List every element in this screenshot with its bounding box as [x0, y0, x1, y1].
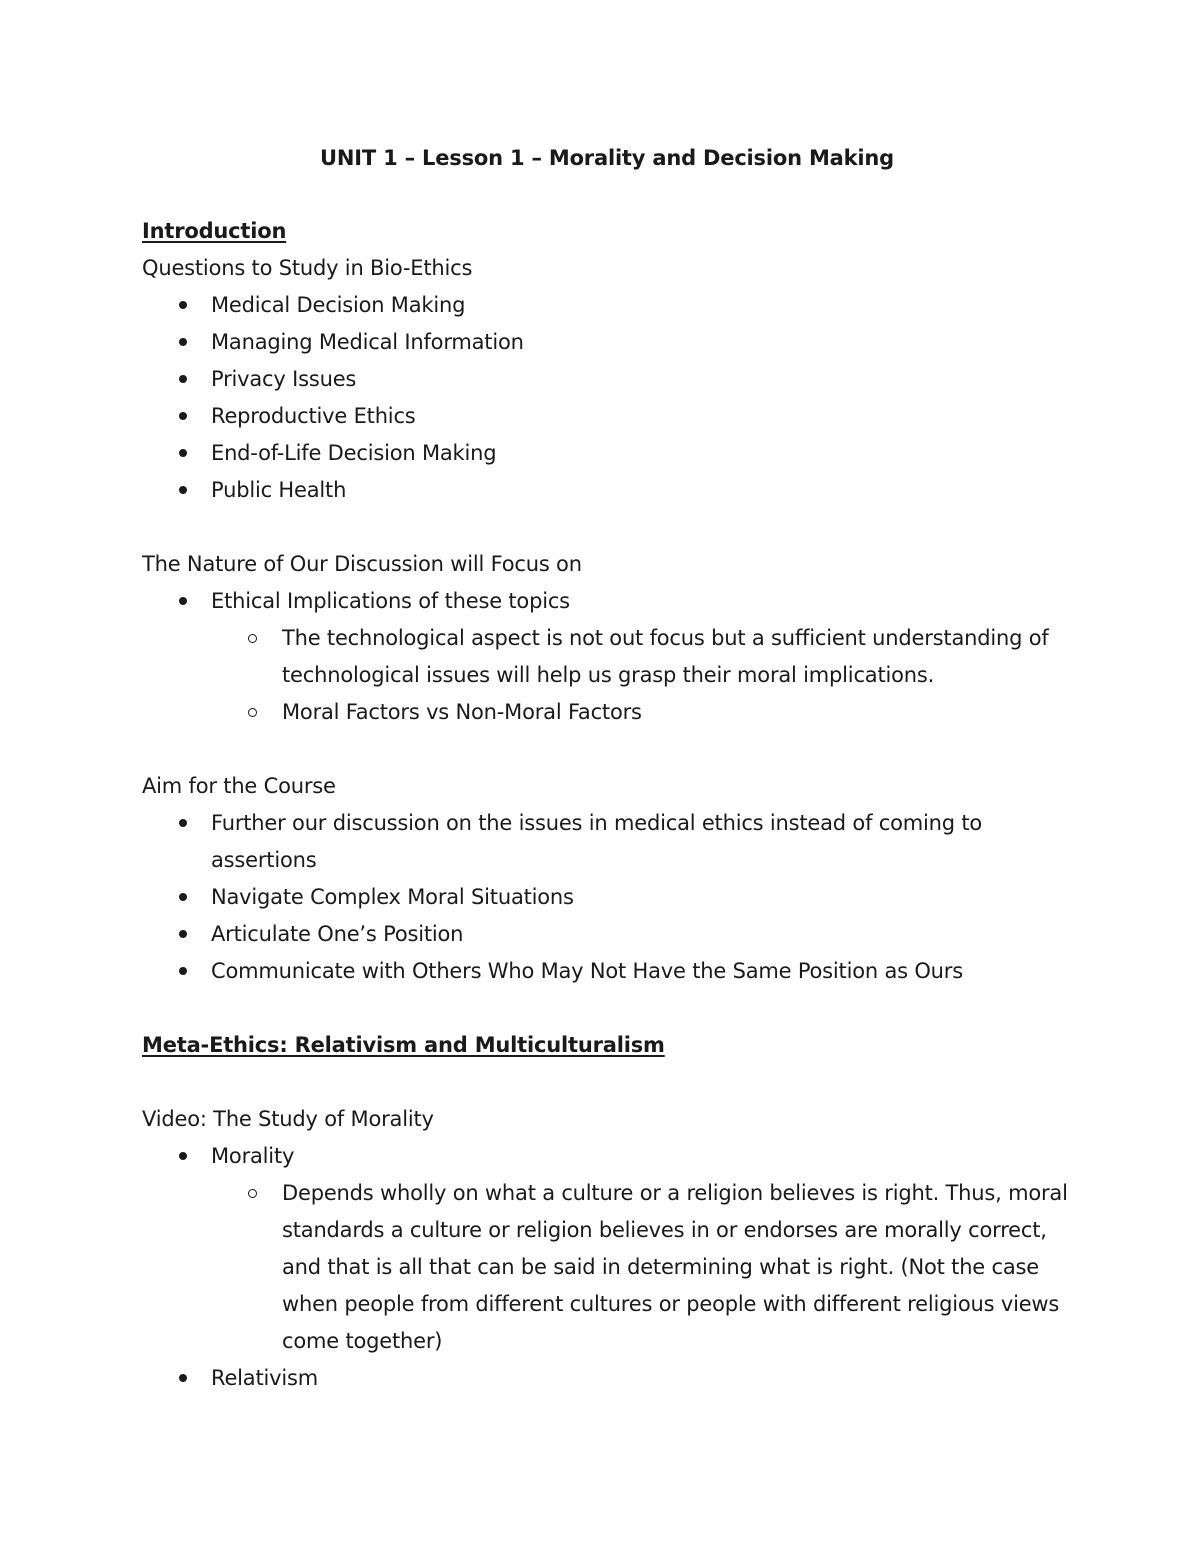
questions-list	[142, 287, 1072, 509]
document-body	[142, 140, 1072, 1397]
bullet-icon	[179, 819, 187, 827]
aim-list	[142, 805, 1072, 990]
list-item: Morality Depends wholly on what a culture or a religion believes is right. Thus, moral standards a culture or religion believes in or endorses are morally correct, and that is all that can be said in determining what is right. (Not the case when people from different cultures or people with different religious views come together)	[142, 1138, 1072, 1360]
sub-list-item: Depends wholly on what a culture or a religion believes is right. Thus, moral standards a culture or religion believes in or endorses are morally correct, and that is all that can be said in determining what is right. (Not the case when people from different cultures or people with different religious views come together)	[211, 1175, 1072, 1360]
bullet-icon	[179, 375, 187, 383]
list-item: Managing Medical Information	[142, 324, 1072, 361]
list-item: Privacy Issues	[142, 361, 1072, 398]
list-item: Relativism	[142, 1360, 1072, 1397]
bullet-icon	[179, 412, 187, 420]
spacer	[142, 990, 1072, 1027]
questions-label: Questions to Study in Bio-Ethics	[142, 256, 473, 280]
list-item: Ethical Implications of these topics The technological aspect is not out focus but a sufficient understanding of technological issues will help us grasp their moral implications. Moral Factors vs Non-Moral Factors	[142, 583, 1072, 731]
spacer	[142, 731, 1072, 768]
meta-ethics-list	[142, 1138, 1072, 1397]
focus-label: The Nature of Our Discussion will Focus on	[142, 552, 582, 576]
morality-sublist	[211, 1175, 1072, 1360]
bullet-icon	[179, 967, 187, 975]
list-item: Navigate Complex Moral Situations	[142, 879, 1072, 916]
list-item: End-of-Life Decision Making	[142, 435, 1072, 472]
sub-list-item: The technological aspect is not out focus but a sufficient understanding of technological issues will help us grasp their moral implications.	[211, 620, 1072, 694]
bullet-icon	[179, 486, 187, 494]
list-item: Medical Decision Making	[142, 287, 1072, 324]
hollow-bullet-icon	[248, 1189, 257, 1198]
bullet-icon	[179, 893, 187, 901]
bullet-icon	[179, 338, 187, 346]
hollow-bullet-icon	[248, 708, 257, 717]
bullet-icon	[179, 1374, 187, 1382]
bullet-icon	[179, 597, 187, 605]
bullet-icon	[179, 930, 187, 938]
bullet-icon	[179, 1152, 187, 1160]
video-label: Video: The Study of Morality	[142, 1107, 434, 1131]
list-item: Reproductive Ethics	[142, 398, 1072, 435]
list-item: Communicate with Others Who May Not Have the Same Position as Ours	[142, 953, 1072, 990]
spacer	[142, 509, 1072, 546]
bullet-icon	[179, 301, 187, 309]
sub-list-item: Moral Factors vs Non-Moral Factors	[211, 694, 1072, 731]
heading-meta-ethics: Meta-Ethics: Relativism and Multiculturalism	[142, 1033, 665, 1057]
list-item: Articulate One’s Position	[142, 916, 1072, 953]
focus-sublist	[211, 620, 1072, 731]
list-item: Further our discussion on the issues in medical ethics instead of coming to assertions	[142, 805, 1072, 879]
list-item: Public Health	[142, 472, 1072, 509]
heading-introduction: Introduction	[142, 219, 287, 243]
aim-label: Aim for the Course	[142, 774, 336, 798]
hollow-bullet-icon	[248, 634, 257, 643]
bullet-icon	[179, 449, 187, 457]
spacer	[142, 1064, 1072, 1101]
focus-list	[142, 583, 1072, 731]
document-title: UNIT 1 – Lesson 1 – Morality and Decision Making	[320, 146, 894, 170]
